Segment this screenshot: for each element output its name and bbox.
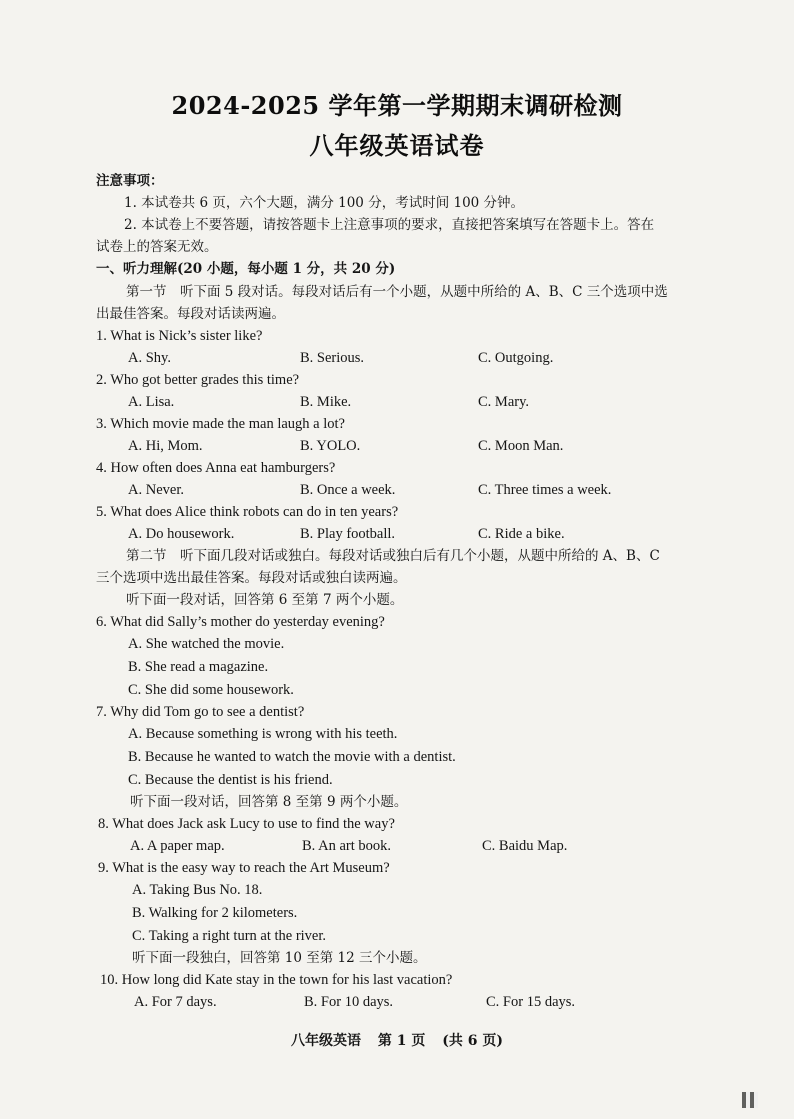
- part-2-instruction: 第二节 听下面几段对话或独白。每段对话或独白后有几个小题，从题中所给的 A、B、C: [126, 548, 660, 564]
- q5-option-b: B. Play football.: [300, 526, 396, 542]
- q10-option-a: A. For 7 days.: [134, 994, 217, 1010]
- q4-option-c: C. Three times a week.: [478, 482, 612, 498]
- part-2-instruction-cont: 三个选项中选出最佳答案。每段对话或独白读两遍。: [96, 570, 407, 586]
- footer-page-number: 第 1 页: [377, 1033, 426, 1049]
- q2-option-a: A. Lisa.: [128, 394, 175, 410]
- q7-option-c: C. Because the dentist is his friend.: [128, 772, 333, 788]
- q7-option-a: A. Because something is wrong with his teeth.: [128, 726, 398, 742]
- question-5: 5. What does Alice think robots can do in ten years?: [96, 504, 399, 520]
- q6-option-c: C. She did some housework.: [128, 682, 294, 698]
- question-3: 3. Which movie made the man laugh a lot?: [96, 416, 345, 432]
- question-1: 1. What is Nick’s sister like?: [96, 328, 263, 344]
- footer-subject: 八年级英语: [291, 1033, 361, 1049]
- q4-option-b: B. Once a week.: [300, 482, 396, 498]
- part-1-instruction-cont: 出最佳答案。每段对话读两遍。: [96, 306, 285, 322]
- q10-option-b: B. For 10 days.: [304, 994, 394, 1010]
- q8-option-a: A. A paper map.: [130, 838, 225, 854]
- listen-instruction-10-12: 听下面一段独白，回答第 10 至第 12 三个小题。: [132, 950, 427, 966]
- q1-option-c: C. Outgoing.: [478, 350, 554, 366]
- notice-item-2-cont: 试卷上的答案无效。: [96, 239, 218, 255]
- q7-option-b: B. Because he wanted to watch the movie with a dentist.: [128, 749, 456, 765]
- q3-option-b: B. YOLO.: [300, 438, 361, 454]
- q2-option-c: C. Mary.: [478, 394, 530, 410]
- q9-option-c: C. Taking a right turn at the river.: [132, 928, 327, 944]
- bleed-through-text: [430, 40, 433, 55]
- question-10: 10. How long did Kate stay in the town for his last vacation?: [100, 972, 453, 988]
- notice-heading: 注意事项：: [96, 173, 164, 189]
- q9-option-b: B. Walking for 2 kilometers.: [132, 905, 298, 921]
- question-6: 6. What did Sally’s mother do yesterday evening?: [96, 614, 385, 630]
- q6-option-b: B. She read a magazine.: [128, 659, 269, 675]
- q3-option-a: A. Hi, Mom.: [128, 438, 203, 454]
- exam-title: 2024-2025 学年第一学期期末调研检测: [171, 91, 623, 120]
- page-footer: [0, 1030, 794, 1050]
- q5-option-c: C. Ride a bike.: [478, 526, 565, 542]
- notice-item-1: 1. 本试卷共 6 页，六个大题，满分 100 分，考试时间 100 分钟。: [124, 195, 525, 211]
- question-4: 4. How often does Anna eat hamburgers?: [96, 460, 336, 476]
- q3-option-c: C. Moon Man.: [478, 438, 564, 454]
- scanner-qr-icon: [742, 1092, 758, 1108]
- question-9: 9. What is the easy way to reach the Art Museum?: [98, 860, 390, 876]
- listen-instruction-8-9: 听下面一段对话，回答第 8 至第 9 两个小题。: [130, 794, 408, 810]
- question-2: 2. Who got better grades this time?: [96, 372, 300, 388]
- q8-option-c: C. Baidu Map.: [482, 838, 568, 854]
- footer-total-pages: (共 6 页): [442, 1033, 503, 1049]
- notice-item-2: 2. 本试卷上不要答题，请按答题卡上注意事项的要求，直接把答案填写在答题卡上。答在: [124, 217, 655, 233]
- q9-option-a: A. Taking Bus No. 18.: [132, 882, 263, 898]
- section-1-heading: 一、听力理解(20 小题，每小题 1 分，共 20 分): [96, 261, 396, 277]
- q5-option-a: A. Do housework.: [128, 526, 235, 542]
- q1-option-a: A. Shy.: [128, 350, 171, 366]
- q4-option-a: A. Never.: [128, 482, 184, 498]
- q1-option-b: B. Serious.: [300, 350, 365, 366]
- listen-instruction-6-7: 听下面一段对话，回答第 6 至第 7 两个小题。: [126, 592, 404, 608]
- question-7: 7. Why did Tom go to see a dentist?: [96, 704, 305, 720]
- question-8: 8. What does Jack ask Lucy to use to find the way?: [98, 816, 395, 832]
- exam-subtitle: 八年级英语试卷: [309, 131, 485, 160]
- q8-option-b: B. An art book.: [302, 838, 392, 854]
- q2-option-b: B. Mike.: [300, 394, 352, 410]
- q10-option-c: C. For 15 days.: [486, 994, 576, 1010]
- q6-option-a: A. She watched the movie.: [128, 636, 285, 652]
- part-1-instruction: 第一节 听下面 5 段对话。每段对话后有一个小题，从题中所给的 A、B、C 三个选项中选: [126, 284, 668, 300]
